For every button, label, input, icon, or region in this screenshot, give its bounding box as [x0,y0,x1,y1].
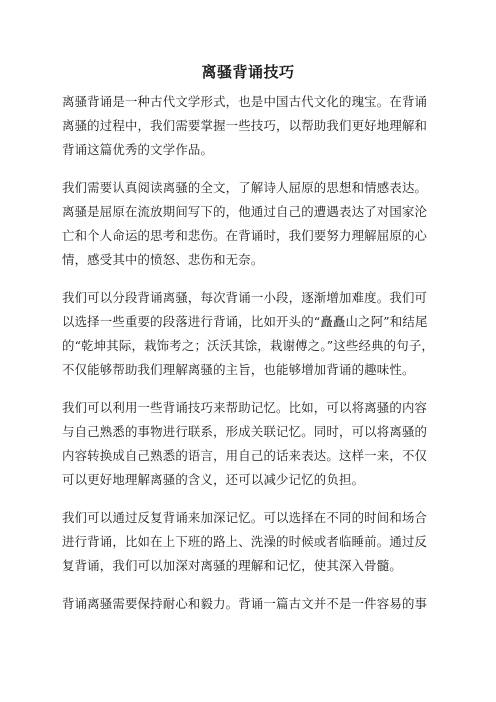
text-line: 亡和个人命运的思考和悲伤。在背诵时，我们要努力理解屈原的心 [62,228,428,243]
text-line: 不仅能够帮助我们理解离骚的主旨，也能够增加背诵的趣味性。 [62,362,415,377]
paragraph-2 [62,176,442,272]
paragraph-6 [62,592,442,616]
text-line: 内容转换成自己熟悉的语言，用自己的话来表达。这样一来，不仅 [62,448,428,463]
text-line: 背诵离骚需要保持耐心和毅力。背诵一篇古文并不是一件容易的事 [62,596,428,611]
text-line: 我们可以分段背诵离骚，每次背诵一小段，逐渐增加难度。我们可 [62,290,428,305]
text-line: 离骚是屈原在流放期间写下的，他通过自己的遭遇表达了对国家沦 [62,204,428,219]
text-line: 我们需要认真阅读离骚的全文，了解诗人屈原的思想和情感表达。 [62,180,428,195]
paragraph-1 [62,90,442,162]
text-line: 我们可以利用一些背诵技巧来帮助记忆。比如，可以将离骚的内容 [62,400,428,415]
text-line: 离骚的过程中，我们需要掌握一些技巧，以帮助我们更好地理解和 [62,118,428,133]
paragraph-4 [62,396,442,492]
paragraph-5 [62,506,442,578]
text-line: 的“乾坤其际，栽饰考之；沃沃其馀，栽谢傅之。”这些经典的句子， [62,338,434,353]
text-line: 可以更好地理解离骚的含义，还可以减少记忆的负担。 [62,472,365,487]
text-line: 我们可以通过反复背诵来加深记忆。可以选择在不同的时间和场合 [62,510,428,525]
text-line: 与自己熟悉的事物进行联系，形成关联记忆。同时，可以将离骚的 [62,424,428,439]
document-title: 离骚背诵技巧 [201,63,295,81]
text-line: 背诵这篇优秀的文学作品。 [62,142,214,157]
text-line: 以选择一些重要的段落进行背诵，比如开头的“矗矗山之阿”和结尾 [62,314,428,329]
paragraph-3 [62,286,442,382]
text-line: 进行背诵，比如在上下班的路上、洗澡的时候或者临睡前。通过反 [62,534,428,549]
text-line: 情，感受其中的愤怒、悲伤和无奈。 [62,252,264,267]
text-line: 复背诵，我们可以加深对离骚的理解和记忆，使其深入骨髓。 [62,558,402,573]
text-line: 离骚背诵是一种古代文学形式，也是中国古代文化的瑰宝。在背诵 [62,94,428,109]
